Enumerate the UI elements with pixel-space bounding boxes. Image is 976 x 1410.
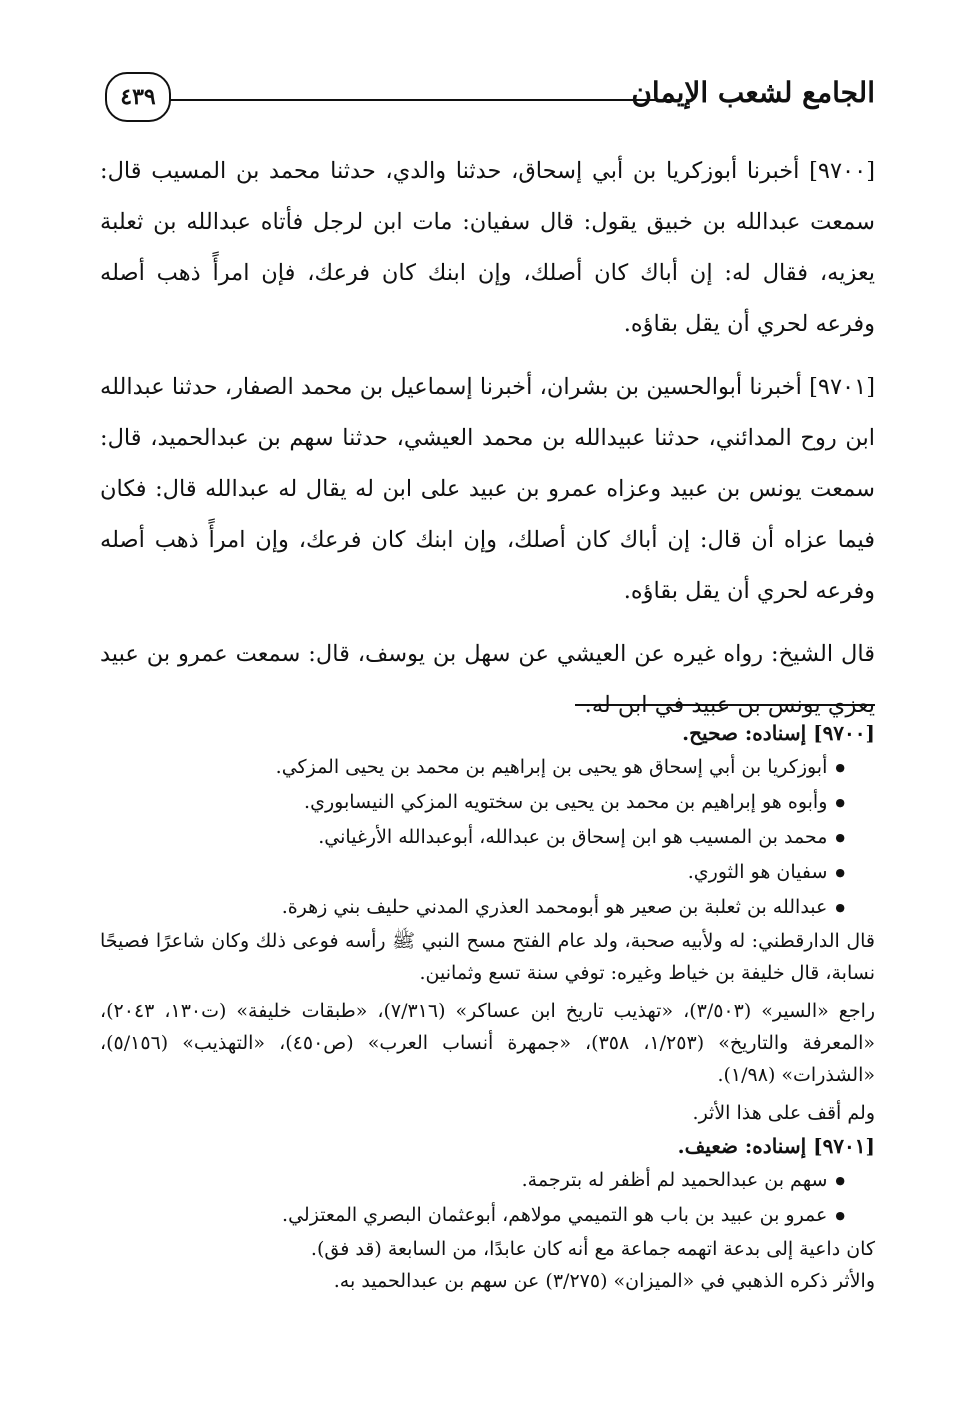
- footnote-paragraph: والأثر ذكره الذهبي في «الميزان» (٣/٢٧٥) عن سهم بن عبدالحميد به.: [333, 1270, 875, 1292]
- footnote-paragraph: قال الدارقطني: له ولأبيه صحبة، ولد عام الفتح مسح النبي ﷺ رأسه فوعى ذلك وكان شاعرًا فصيحًا نسابة، قال خليفة بن خياط وغيره: توفي سنة تسع وثمانين.: [100, 930, 875, 984]
- page-header: [105, 66, 875, 130]
- hadith-9700: [٩٧٠٠] أخبرنا أبوزكريا بن أبي إسحاق، حدثنا والدي، حدثنا محمد بن المسيب قال: سمعت عبدالله بن خبيق يقول: قال سفيان: مات ابن لرجل فأتاه عبدالله بن ثعلبة يعزيه، فقال له: إن أباك كان أصلك، وإن ابنك كان فرعك، فإن امرأً ذهب أصله وفرعه لحري أن يقل بقاؤه.: [100, 158, 875, 337]
- footnote-9700-list: [100, 750, 875, 925]
- footnote-item: ● سفيان هو الثوري.: [100, 855, 845, 890]
- footnote-item: ● عبدالله بن ثعلبة بن صعير هو أبومحمد العذري المدني حليف بني زهرة.: [100, 890, 845, 925]
- footnotes: [100, 704, 875, 1297]
- footnote-item: ● وأبوه هو إبراهيم بن محمد بن يحيى بن سختويه المزكي النيسابوري.: [100, 785, 845, 820]
- footnote-9700-heading: [٩٧٠٠] إسناده: صحيح.: [682, 721, 875, 745]
- footnote-9701-heading: [٩٧٠١] إسناده: ضعيف.: [677, 1134, 875, 1158]
- footnote-9701-list: [100, 1163, 875, 1233]
- footnote-item: ● عمرو بن عبيد بن باب هو التميمي مولاهم، أبوعثمان البصري المعتزلي.: [100, 1198, 845, 1233]
- footnote-references: راجع «السير» (٣/٥٠٣)، «تهذيب تاريخ ابن عساكر» (٧/٣١٦)، «طبقات خليفة» (ت١٣٠، ٢٠٤٣)، «المعرفة والتاريخ» (١/٢٥٣، ٣٥٨)، «جمهرة أنساب العرب» (ص٤٥٠)، «التهذيب» (٥/١٥٦)، «الشذرات» (١/٩٨).: [100, 1000, 876, 1086]
- sheikh-comment: قال الشيخ: رواه غيره عن العيشي عن سهل بن يوسف، قال: سمعت عمرو بن عبيد يعزي يونس بن عبيد في ابن له.: [100, 641, 875, 718]
- main-text: [100, 146, 875, 743]
- footnote-separator: [575, 704, 875, 706]
- hadith-9701: [٩٧٠١] أخبرنا أبوالحسين بن بشران، أخبرنا إسماعيل بن محمد الصفار، حدثنا عبدالله ابن روح المدائني، حدثنا عبيدالله بن محمد العيشي، حدثنا سهم بن عبدالحميد، قال: سمعت يونس بن عبيد وعزاه عمرو بن عبيد على ابن له يقال له عبدالله قال: فكان فيما عزاه أن قال: إن أباك كان أصلك، وإن ابنك كان فرعك، وإن امرأً ذهب أصله وفرعه لحري أن يقل بقاؤه.: [100, 374, 875, 604]
- book-title: الجامع لشعب الإيمان: [631, 76, 875, 109]
- footnote-paragraph: ولم أقف على هذا الأثر.: [692, 1102, 875, 1124]
- footnote-item: ● محمد بن المسيب هو ابن إسحاق بن عبدالله، أبوعبدالله الأرغياني.: [100, 820, 845, 855]
- footnote-item: ● أبوزكريا بن أبي إسحاق هو يحيى بن إبراهيم بن محمد بن يحيى المزكي.: [100, 750, 845, 785]
- page-number: ٤٣٩: [105, 72, 171, 122]
- footnote-item: ● سهم بن عبدالحميد لم أظفر له بترجمة.: [100, 1163, 845, 1198]
- header-rule: [165, 99, 675, 101]
- footnote-paragraph: كان داعية إلى بدعة اتهمه جماعة مع أنه كان عابدًا، من السابعة (قد فق).: [310, 1238, 875, 1260]
